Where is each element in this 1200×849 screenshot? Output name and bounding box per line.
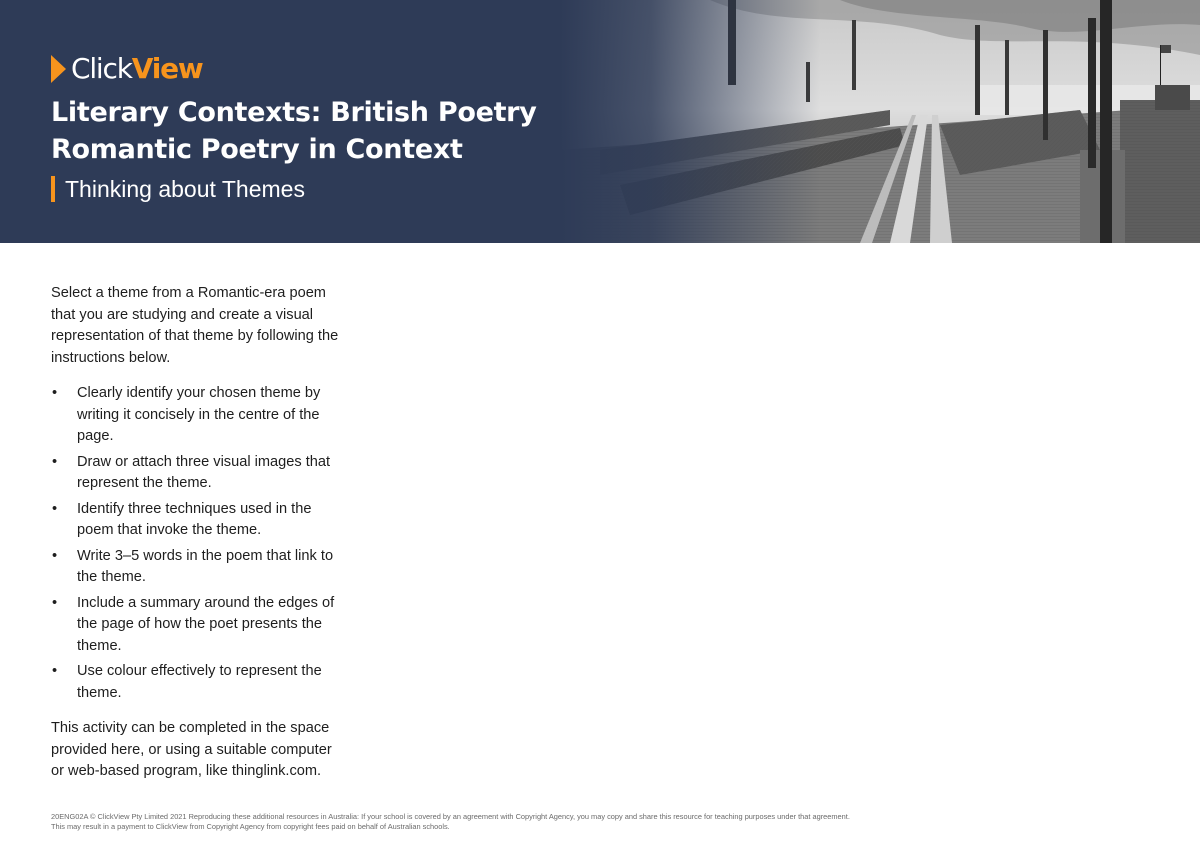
list-item: • Clearly identify your chosen theme by writing it concisely in the centre of the page. <box>51 383 343 448</box>
copyright-footer <box>51 812 1011 832</box>
list-item: • Write 3–5 words in the poem that link to the theme. <box>51 546 343 589</box>
list-item: • Include a summary around the edges of the page of how the poet presents the theme. <box>51 593 343 658</box>
activity-instructions <box>51 283 343 783</box>
intro-paragraph: Select a theme from a Romantic-era poem that you are studying and create a visual representation of that theme by following the instructions below. <box>51 285 339 366</box>
subtitle-accent-bar <box>51 176 55 202</box>
clickview-logo: ClickView <box>51 54 203 84</box>
subtitle-text: Thinking about Themes <box>65 175 305 202</box>
footer-line: This may result in a payment to ClickView from Copyright Agency from copyright fees paid on behalf of Australian schools. <box>51 822 450 831</box>
closing-paragraph: This activity can be completed in the space provided here, or using a suitable computer or web-based program, like thinglink.com. <box>51 720 332 779</box>
header-banner <box>0 0 1200 243</box>
instruction-list <box>51 383 343 704</box>
list-item: • Use colour effectively to represent the theme. <box>51 661 343 704</box>
play-arrow-icon <box>51 55 66 83</box>
footer-line: 20ENG02A © ClickView Pty Limited 2021 Reproducing these additional resources in Australia: If your school is covered by an agreement with Copyright Agency, you may copy and share this resource for teaching purposes under that agreement. <box>51 812 850 821</box>
list-item: • Identify three techniques used in the poem that invoke the theme. <box>51 499 343 542</box>
list-item: • Draw or attach three visual images that represent the theme. <box>51 452 343 495</box>
page-subtitle <box>51 174 305 204</box>
page-title-line2: Romantic Poetry in Context <box>51 134 463 165</box>
page-title: Literary Contexts: British Poetry <box>51 97 537 128</box>
